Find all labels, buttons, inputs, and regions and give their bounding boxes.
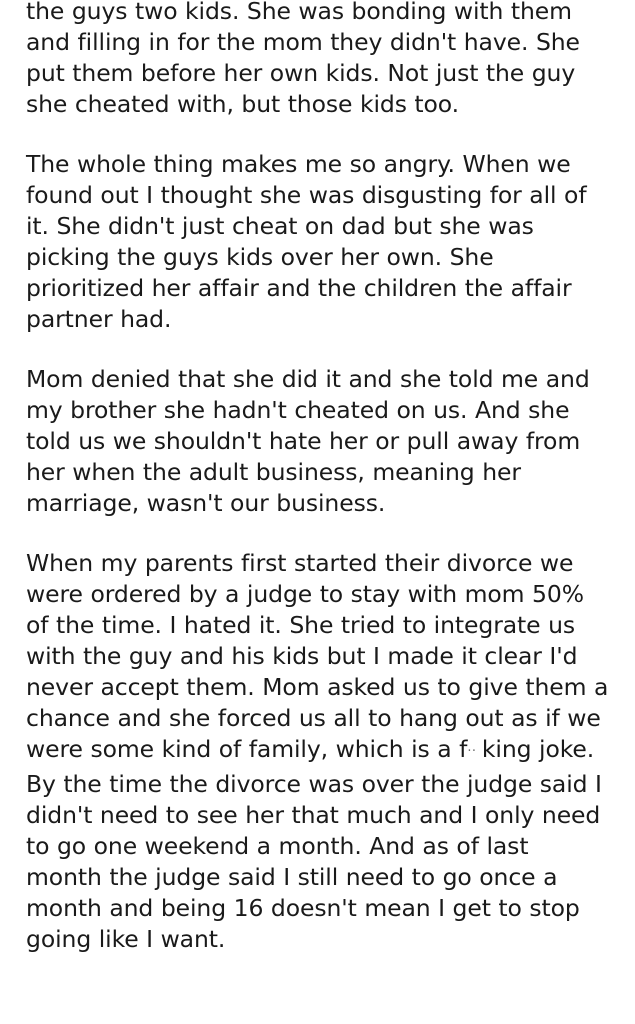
- paragraph-4-part-2: king joke. By the time the divorce was over the judge said I didn't need to see her that much and I only need to go one weekend a month. And as of last month the judge said I still need to go once a month and being 16 doesn't mean I get to stop going like I want.: [26, 735, 602, 953]
- paragraph-1: the guys two kids. She was bonding with them and filling in for the mom they didn't have. She put them before her own kids. Not just the guy she cheated with, but those kids too.: [26, 0, 580, 118]
- paragraph-4-part-1: When my parents first started their divorce we were ordered by a judge to stay with mom 50% of the time. I hated it. She tried to integrate us with the guy and his kids but I made it clear I'd never accept them. Mom asked us to give them a chance and she forced us all to hang out as if we were some kind of family, which is a f: [26, 549, 609, 763]
- post-text-body: [26, 0, 609, 955]
- censored-word-mask: ··: [467, 743, 477, 759]
- paragraph-3: Mom denied that she did it and she told me and my brother she hadn't cheated on us. And she told us we shouldn't hate her or pull away from her when the adult business, meaning her marriage, wasn't our business.: [26, 365, 590, 517]
- paragraph-2: The whole thing makes me so angry. When we found out I thought she was disgusting for all of it. She didn't just cheat on dad but she was picking the guys kids over her own. She prioritized her affair and the children the affair partner had.: [26, 150, 587, 333]
- paragraph-4: [26, 548, 609, 955]
